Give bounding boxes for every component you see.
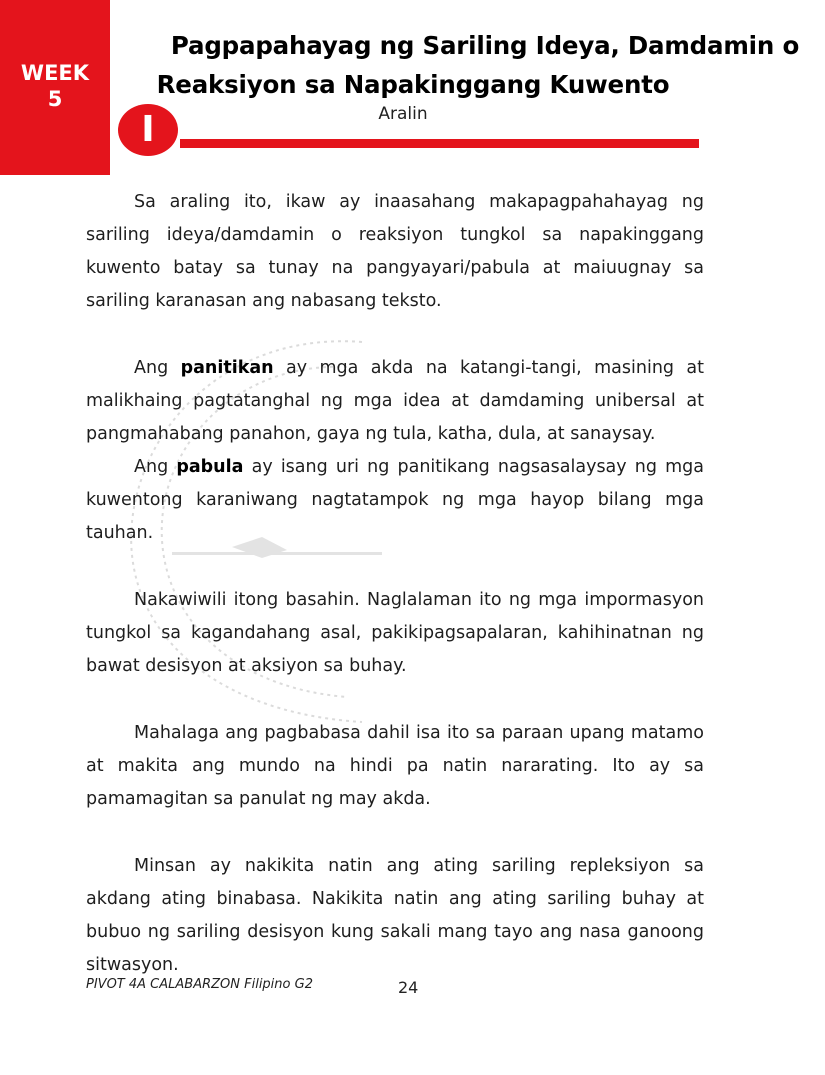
footer-source: PIVOT 4A CALABARZON Filipino G2 [86,977,313,992]
paragraph-panitikan [86,352,704,451]
page-title-line-2 [0,70,825,99]
pabula-prefix: Ang [134,457,177,477]
paragraph-pagbabasa-text: Mahalaga ang pagbabasa dahil isa ito sa paraan upang matamo at makita ang mundo na hindi pa natin nararating. Ito ay sa pamamagitan sa panulat ng may akda. [86,723,704,809]
paragraph-pabula [86,451,704,550]
paragraph-intro-text: Sa araling ito, ikaw ay inaasahang makapagpahahayag ng sariling ideya/damdamin o reaksiyon tungkol sa napakinggang kuwento batay sa tunay na pangyayari/pabula at maiuugnay sa sariling karanasan ang nabasang teksto. [86,192,704,311]
paragraph-nakawiwili [86,584,704,683]
paragraph-intro [86,186,704,318]
pabula-term: pabula [176,457,244,477]
paragraph-pagbabasa [86,717,704,816]
title-line-2-text: Reaksiyon sa Napakinggang Kuwento [156,70,670,99]
week-label: WEEK [20,61,90,85]
title-line-1-text: Pagpapahayag ng Sariling Ideya, Damdamin o [170,31,800,60]
header-divider-bar [180,139,699,148]
section-letter-badge: I [118,104,178,156]
pabula-definition: ay isang uri ng panitikang nagsasalaysay ng mga kuwentong karaniwang nagtatampok ng mga hayop bilang mga tauhan. [86,457,704,543]
panitikan-definition: ay mga akda na katangi-tangi, masining at malikhaing pagtatanghal ng mga idea at damdaming unibersal at pangmahabang panahon, gaya ng tula, katha, dula, at sanaysay. [86,358,704,444]
paragraph-nakawiwili-text: Nakawiwili itong basahin. Naglalaman ito ng mga impormasyon tungkol sa kagandahang asal, pakikipagsapalaran, kahihinatnan ng bawat desisyon at aksiyon sa buhay. [86,590,704,676]
section-name: Aralin [378,104,428,124]
page-title-line-1 [0,31,825,60]
panitikan-prefix: Ang [134,358,181,378]
panitikan-term: panitikan [180,358,274,378]
page-number: 24 [398,978,419,997]
paragraph-repleksiyon [86,850,704,982]
week-number: 5 [47,87,63,111]
paragraph-repleksiyon-text: Minsan ay nakikita natin ang ating sariling repleksiyon sa akdang ating binabasa. Nakikita natin ang ating sariling buhay at bubuo ng sariling desisyon kung sakali mang tayo ang nasa ganoong sitwasyon. [86,856,704,975]
